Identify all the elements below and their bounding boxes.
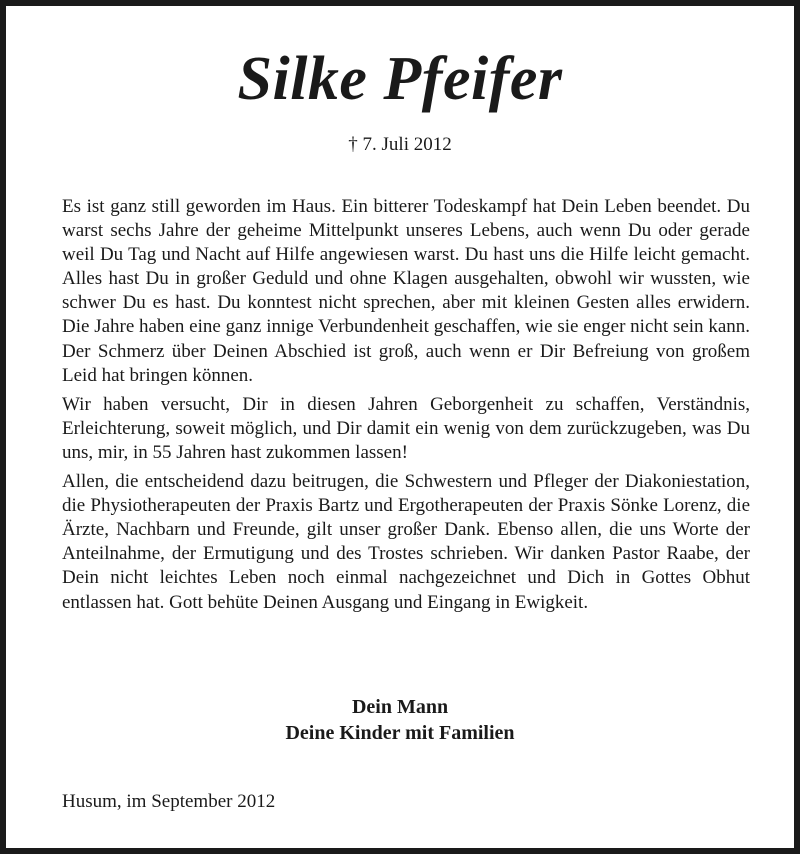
paragraph: Allen, die entscheidend dazu beitrugen, die Schwestern und Pfleger der Diakoniestation, die Physiotherapeuten der Praxis Bartz und Ergotherapeuten der Praxis Sönke Lorenz, die Ärzte, Nachbarn und Freunde, gilt unser großer Dank. Ebenso allen, die uns Worte der Anteilnahme, der Ermutigung und des Trostes schrieben. Wir danken Pastor Raabe, der Dein nicht leichtes Leben noch einmal nachgezeichnet und Dich in Gottes Obhut entlassen hat. Gott behüte Deinen Ausgang und Eingang in Ewigkeit. xyxy=(62,471,750,613)
signature-line: Dein Mann xyxy=(351,696,449,718)
signature xyxy=(6,694,794,746)
signature-line: Deine Kinder mit Familien xyxy=(285,722,515,744)
paragraph: Es ist ganz still geworden im Haus. Ein bitterer Todeskampf hat Dein Leben beendet. Du warst sechs Jahre der geheime Mittelpunkt unseres Lebens, auch wenn Du oder gerade weil Du Tag und Nacht auf Hilfe angewiesen warst. Du hast uns die Hilfe leicht gemacht. Alles hast Du in großer Geduld und ohne Klagen ausgehalten, obwohl wir wussten, wie schwer Du es hast. Du konntest nicht sprechen, aber mit kleinen Gesten alles erwidern. Die Jahre haben eine ganz innige Verbundenheit geschaffen, wie sie enger nicht sein kann. Der Schmerz über Deinen Abschied ist groß, auch wenn er Dir Befreiung von großem Leid hat bringen können. xyxy=(62,196,750,386)
obituary-text xyxy=(62,195,750,620)
place-date: Husum, im September 2012 xyxy=(62,791,276,812)
deceased-name: Silke Pfeifer xyxy=(237,45,563,113)
death-date: † 7. Juli 2012 xyxy=(348,134,452,155)
paragraph: Wir haben versucht, Dir in diesen Jahren Geborgenheit zu schaffen, Verständnis, Erleichterung, soweit möglich, und Dir damit ein wenig von dem zurückzugeben, was Du uns, mir, in 55 Jahren hast zukommen lassen! xyxy=(62,393,750,463)
